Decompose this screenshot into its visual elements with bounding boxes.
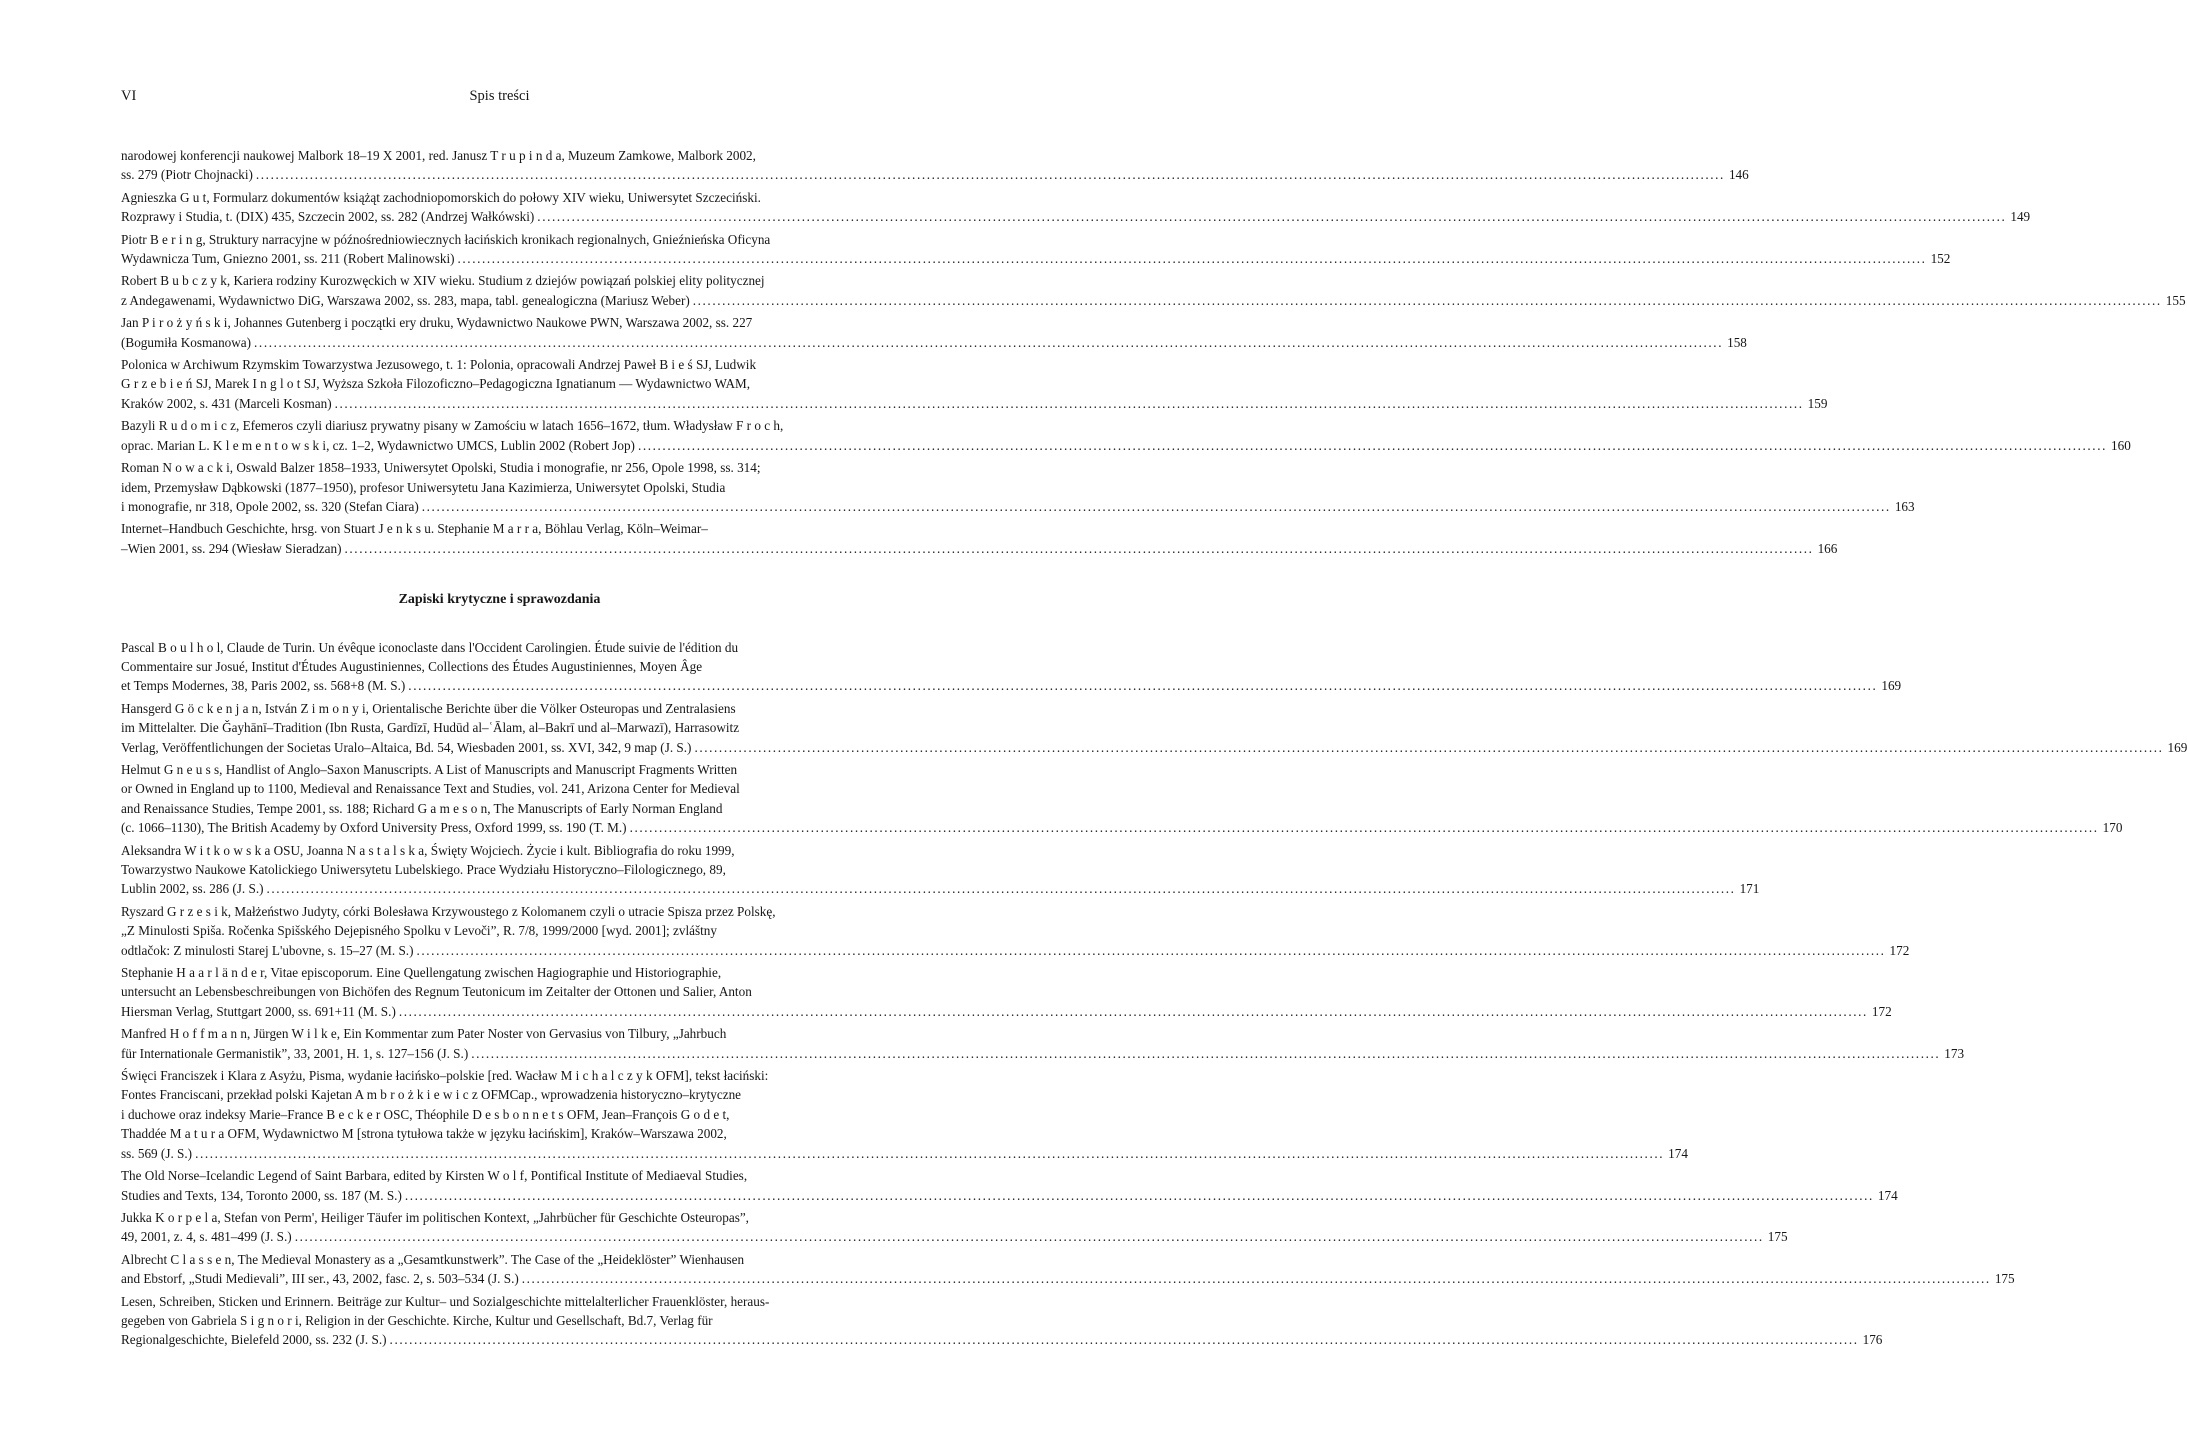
toc-entry-line: Kraków 2002, s. 431 (Marceli Kosman): [121, 395, 332, 411]
toc-list-notes: [121, 638, 2187, 1350]
toc-entry-line: oprac. Marian L. K l e m e n t o w s k i, cz. 1–2, Wydawnictwo UMCS, Lublin 2002 (Robert Jop): [121, 437, 635, 453]
toc-entry-final-line: [121, 497, 1915, 516]
toc-entry-final-line: [121, 165, 1749, 184]
toc-entry-line: Commentaire sur Josué, Institut d'Études Augustiniennes, Collections des Études Augustiniennes, Moyen Âge: [121, 658, 703, 674]
toc-page-number: 158: [1727, 334, 1747, 350]
toc-entry: [121, 1292, 1883, 1350]
toc-entry-final-line: [121, 291, 2186, 310]
dot-leader: ............................................................................................................................................................................................................................................................................................................: [694, 739, 2164, 755]
dot-leader: ............................................................................................................................................................................................................................................................................................................: [629, 820, 2099, 836]
toc-entry-line: im Mittelalter. Die Ǧayhānī–Tradition (Ibn Rusta, Gardīzī, Hudūd al–ʿĀlam, al–Bakrī und al–Marwazī), Harrasowitz: [121, 720, 740, 736]
toc-entry-final-line: [121, 941, 1910, 960]
toc-entry-line: untersucht an Lebensbeschreibungen von Bichöfen des Regnum Teutonicum im Zeitalter der Ottonen und Salier, Anton: [121, 984, 752, 1000]
toc-entry-line: Hiersman Verlag, Stuttgart 2000, ss. 691+11 (M. S.): [121, 1003, 396, 1019]
toc-entry: [121, 841, 1760, 899]
toc-entry-line: gegeben von Gabriela S i g n o r i, Religion in der Geschichte. Kirche, Kultur und Gesellschaft, Bd.7, Verlag für: [121, 1312, 713, 1328]
toc-entry-line: –Wien 2001, ss. 294 (Wiesław Sieradzan): [121, 540, 342, 556]
toc-entry-line: Pascal B o u l h o l, Claude de Turin. Un évêque iconoclaste dans l'Occident Carolingien. Étude suivie de l'édition du: [121, 639, 739, 655]
dot-leader: ............................................................................................................................................................................................................................................................................................................: [471, 1045, 1941, 1061]
toc-entry-line: idem, Przemysław Dąbkowski (1877–1950), profesor Uniwersytetu Jana Kazimierza, Uniwersytet Opolski, Studia: [121, 479, 726, 495]
toc-entry-line: and Renaissance Studies, Tempe 2001, ss. 188; Richard G a m e s o n, The Manuscripts of Early Norman England: [121, 800, 723, 816]
toc-page-number: 169: [1881, 678, 1902, 694]
toc-entry: [121, 963, 1892, 1021]
toc-entry-final-line: [121, 818, 2123, 837]
toc-entry-line: Wydawnicza Tum, Gniezno 2001, ss. 211 (Robert Malinowski): [121, 251, 455, 267]
toc-entry-line: Manfred H o f f m a n n, Jürgen W i l k e, Ein Kommentar zum Pater Noster von Gervasius von Tilbury, „Jahrbuch: [121, 1026, 727, 1042]
toc-page-number: 170: [2102, 820, 2123, 836]
toc-entry-final-line: [121, 249, 1951, 268]
toc-entry-line: or Owned in England up to 1100, Medieval and Renaissance Text and Studies, vol. 241, Arizona Center for Medieval: [121, 781, 740, 797]
toc-entry: [121, 1166, 1898, 1205]
toc-entry-line: i monografie, nr 318, Opole 2002, ss. 320 (Stefan Ciara): [121, 498, 419, 514]
toc-page-number: 169: [2167, 739, 2187, 755]
toc-page-number: 176: [1862, 1332, 1883, 1348]
toc-page-number: 171: [1739, 881, 1760, 897]
toc-page-number: 172: [1871, 1003, 1892, 1019]
page-number: VI: [121, 88, 137, 104]
toc-entry: [121, 519, 1838, 558]
dot-leader: ............................................................................................................................................................................................................................................................................................................: [521, 1271, 1991, 1287]
dot-leader: ............................................................................................................................................................................................................................................................................................................: [294, 1229, 1764, 1245]
toc-entry-line: Polonica w Archiwum Rzymskim Towarzystwa Jezusowego, t. 1: Polonia, opracowali Andrzej Paweł B i e ś SJ, Ludwik: [121, 357, 757, 373]
toc-entry-line: Piotr B e r i n g, Struktury narracyjne w późnośredniowiecznych łacińskich kronikach regionalnych, Gnieźnieńska Oficyna: [121, 231, 771, 247]
toc-entry: [121, 760, 2123, 838]
toc-entry: [121, 638, 1902, 696]
dot-leader: ............................................................................................................................................................................................................................................................................................................: [344, 540, 1814, 556]
toc-entry-line: Helmut G n e u s s, Handlist of Anglo–Saxon Manuscripts. A List of Manuscripts and Manuscript Fragments Written: [121, 761, 738, 777]
toc-list-reviews: [121, 146, 2186, 558]
toc-entry-final-line: [121, 394, 1828, 413]
toc-entry-line: odtlačok: Z minulosti Starej L'ubovne, s. 15–27 (M. S.): [121, 942, 414, 958]
toc-entry-line: Ryszard G r z e s i k, Małżeństwo Judyty, córki Bolesława Krzywoustego z Kolomanem czyli o utracie Spisza przez Polskę,: [121, 903, 776, 919]
toc-entry-line: i duchowe oraz indeksy Marie–France B e c k e r OSC, Théophile D e s b o n n e t s OFM, Jean–François G o d e t,: [121, 1106, 730, 1122]
toc-entry: [121, 230, 1951, 269]
toc-entry-final-line: [121, 1186, 1898, 1205]
toc-entry: [121, 146, 1749, 185]
dot-leader: ............................................................................................................................................................................................................................................................................................................: [254, 334, 1724, 350]
toc-entry-line: z Andegawenami, Wydawnictwo DiG, Warszawa 2002, ss. 283, mapa, tabl. genealogiczna (Mariusz Weber): [121, 292, 690, 308]
dot-leader: ............................................................................................................................................................................................................................................................................................................: [537, 209, 2007, 225]
toc-entry-line: Aleksandra W i t k o w s k a OSU, Joanna N a s t a l s k a, Święty Wojciech. Życie i kult. Bibliografia do roku 1999,: [121, 842, 735, 858]
dot-leader: ............................................................................................................................................................................................................................................................................................................: [266, 881, 1736, 897]
toc-entry-final-line: [121, 879, 1760, 898]
toc-entry: [121, 458, 1915, 516]
toc-entry-line: (Bogumiła Kosmanowa): [121, 334, 252, 350]
toc-entry-final-line: [121, 539, 1838, 558]
toc-entry-line: Lublin 2002, ss. 286 (J. S.): [121, 881, 264, 897]
toc-entry-line: and Ebstorf, „Studi Medievali”, III ser., 43, 2002, fasc. 2, s. 503–534 (J. S.): [121, 1271, 519, 1287]
toc-entry: [121, 355, 1828, 413]
dot-leader: ............................................................................................................................................................................................................................................................................................................: [457, 251, 1927, 267]
toc-entry-final-line: [121, 676, 1902, 695]
toc-page-number: 175: [1994, 1271, 2015, 1287]
toc-entry: [121, 271, 2186, 310]
dot-leader: ............................................................................................................................................................................................................................................................................................................: [692, 292, 2162, 308]
toc-entry-final-line: [121, 738, 2187, 757]
toc-entry-line: Internet–Handbuch Geschichte, hrsg. von Stuart J e n k s u. Stephanie M a r r a, Böhlau Verlag, Köln–Weimar–: [121, 521, 708, 537]
toc-entry-line: Jukka K o r p e l a, Stefan von Perm', Heiliger Täufer im politischen Kontext, „Jahrbücher für Geschichte Osteuropas”,: [121, 1209, 749, 1225]
toc-entry-final-line: [121, 1330, 1883, 1349]
toc-entry-line: für Internationale Germanistik”, 33, 2001, H. 1, s. 127–156 (J. S.): [121, 1045, 469, 1061]
toc-page-number: 174: [1668, 1145, 1688, 1161]
toc-entry: [121, 188, 2031, 227]
toc-page-number: 163: [1894, 498, 1915, 514]
toc-entry-line: Jan P i r o ż y ń s k i, Johannes Gutenberg i początki ery druku, Wydawnictwo Naukowe PWN, Warszawa 2002, ss. 227: [121, 315, 753, 331]
toc-entry-final-line: [121, 1269, 2015, 1288]
toc-entry-line: Hansgerd G ö c k e n j a n, István Z i m o n y i, Orientalische Berichte über die Völker Osteuropas und Zentralasiens: [121, 700, 736, 716]
toc-entry: [121, 1250, 2015, 1289]
toc-entry-final-line: [121, 1002, 1892, 1021]
dot-leader: ............................................................................................................................................................................................................................................................................................................: [404, 1187, 1874, 1203]
toc-entry: [121, 1024, 1965, 1063]
toc-entry: [121, 902, 1910, 960]
toc-entry-line: Towarzystwo Naukowe Katolickiego Uniwersytetu Lubelskiego. Prace Wydziału Historyczno–Filologicznego, 89,: [121, 862, 726, 877]
toc-page-number: 159: [1807, 395, 1828, 411]
toc-entry-line: Lesen, Schreiben, Sticken und Erinnern. Beiträge zur Kultur– und Sozialgeschichte mittelalterlicher Frauenklöster, heraus-: [121, 1293, 770, 1309]
dot-leader: ............................................................................................................................................................................................................................................................................................................: [389, 1332, 1859, 1348]
toc-entry-line: (c. 1066–1130), The British Academy by Oxford University Press, Oxford 1999, ss. 190 (T. M.): [121, 820, 627, 836]
dot-leader: ............................................................................................................................................................................................................................................................................................................: [637, 437, 2107, 453]
toc-page-number: 152: [1930, 251, 1951, 267]
toc-page-number: 146: [1728, 167, 1749, 183]
toc-entry-final-line: [121, 207, 2031, 226]
toc-entry: [121, 1208, 1788, 1247]
toc-entry-final-line: [121, 333, 1747, 352]
toc-entry: [121, 313, 1747, 352]
toc-page-number: 174: [1877, 1187, 1898, 1203]
toc-entry: [121, 699, 2187, 757]
toc-entry: [121, 416, 2131, 455]
toc-entry-line: Rozprawy i Studia, t. (DIX) 435, Szczecin 2002, ss. 282 (Andrzej Wałkówski): [121, 209, 535, 225]
toc-entry-line: Studies and Texts, 134, Toronto 2000, ss. 187 (M. S.): [121, 1187, 402, 1203]
toc-entry-line: Agnieszka G u t, Formularz dokumentów książąt zachodniopomorskich do połowy XIV wieku, Uniwersytet Szczeciński.: [121, 189, 761, 205]
toc-entry-line: The Old Norse–Icelandic Legend of Saint Barbara, edited by Kirsten W o l f, Pontifical Institute of Mediaeval Studies,: [121, 1168, 748, 1184]
toc-entry-line: narodowej konferencji naukowej Malbork 18–19 X 2001, red. Janusz T r u p i n d a, Muzeum Zamkowe, Malbork 2002,: [121, 148, 756, 163]
toc-entry-line: Fontes Franciscani, przekład polski Kajetan A m b r o ż k i e w i c z OFMCap., wprowadzenia historyczno–krytyczne: [121, 1087, 742, 1103]
toc-page-number: 160: [2111, 437, 2131, 453]
toc-entry-line: Święci Franciszek i Klara z Asyżu, Pisma, wydanie łacińsko–polskie [red. Wacław M i c h a l c z y k OFM], tekst łaciński:: [121, 1068, 769, 1084]
toc-entry-line: Albrecht C l a s s e n, The Medieval Monastery as a „Gesamtkunstwerk”. The Case of the „Heideklöster” Wienhausen: [121, 1251, 745, 1267]
toc-page-number: 175: [1767, 1229, 1788, 1245]
toc-entry-line: Stephanie H a a r l ä n d e r, Vitae episcoporum. Eine Quellengatung zwischen Hagiographie und Historiographie,: [121, 965, 722, 981]
dot-leader: ............................................................................................................................................................................................................................................................................................................: [398, 1003, 1868, 1019]
toc-entry: [121, 1066, 1688, 1163]
toc-entry-line: Verlag, Veröffentlichungen der Societas Uralo–Altaica, Bd. 54, Wiesbaden 2001, ss. XVI, 342, 9 map (J. S.): [121, 739, 692, 755]
toc-entry-line: Robert B u b c z y k, Kariera rodziny Kurozwęckich w XIV wieku. Studium z dziejów powiązań polskiej elity politycznej: [121, 273, 765, 289]
table-of-contents: [121, 146, 2187, 1353]
dot-leader: ............................................................................................................................................................................................................................................................................................................: [408, 678, 1878, 694]
toc-entry-line: ss. 569 (J. S.): [121, 1145, 193, 1161]
toc-page-number: 149: [2010, 209, 2031, 225]
toc-page-number: 173: [1944, 1045, 1965, 1061]
toc-entry-final-line: [121, 1044, 1965, 1063]
toc-page-number: 172: [1889, 942, 1910, 958]
toc-entry-line: Bazyli R u d o m i c z, Efemeros czyli diariusz prywatny pisany w Zamościu w latach 1656–1672, tłum. Władysław F r o c h,: [121, 418, 784, 434]
toc-entry-line: ss. 279 (Piotr Chojnacki): [121, 167, 253, 183]
dot-leader: ............................................................................................................................................................................................................................................................................................................: [255, 167, 1725, 183]
toc-entry-line: Thaddée M a t u r a OFM, Wydawnictwo M [strona tytułowa także w języku łacińskim], Kraków–Warszawa 2002,: [121, 1126, 727, 1142]
toc-entry-line: „Z Minulosti Spiša. Ročenka Spišského Dejepisného Spolku v Levoči”, R. 7/8, 1999/2000 [wyd. 2001]; zvláštny: [121, 923, 717, 939]
running-title: Spis treści: [469, 88, 530, 104]
toc-page-number: 155: [2165, 292, 2186, 308]
dot-leader: ............................................................................................................................................................................................................................................................................................................: [421, 498, 1891, 514]
toc-entry-final-line: [121, 1227, 1788, 1246]
toc-entry-line: et Temps Modernes, 38, Paris 2002, ss. 568+8 (M. S.): [121, 678, 406, 694]
toc-entry-line: 49, 2001, z. 4, s. 481–499 (J. S.): [121, 1229, 292, 1245]
toc-entry-line: Regionalgeschichte, Bielefeld 2000, ss. 232 (J. S.): [121, 1332, 387, 1348]
section-heading: Zapiski krytyczne i sprawozdania: [398, 592, 601, 608]
toc-entry-final-line: [121, 1144, 1688, 1163]
dot-leader: ............................................................................................................................................................................................................................................................................................................: [334, 395, 1804, 411]
toc-page-number: 166: [1817, 540, 1838, 556]
toc-entry-line: Roman N o w a c k i, Oswald Balzer 1858–1933, Uniwersytet Opolski, Studia i monografie, nr 256, Opole 1998, ss. 314;: [121, 460, 761, 476]
toc-entry-final-line: [121, 436, 2131, 455]
page-header: [121, 88, 878, 108]
dot-leader: ............................................................................................................................................................................................................................................................................................................: [416, 942, 1886, 958]
dot-leader: ............................................................................................................................................................................................................................................................................................................: [195, 1145, 1665, 1161]
toc-entry-line: G r z e b i e ń SJ, Marek I n g l o t SJ, Wyższa Szkoła Filozoficzno–Pedagogiczna Ignatianum — Wydawnictwo WAM,: [121, 376, 751, 392]
